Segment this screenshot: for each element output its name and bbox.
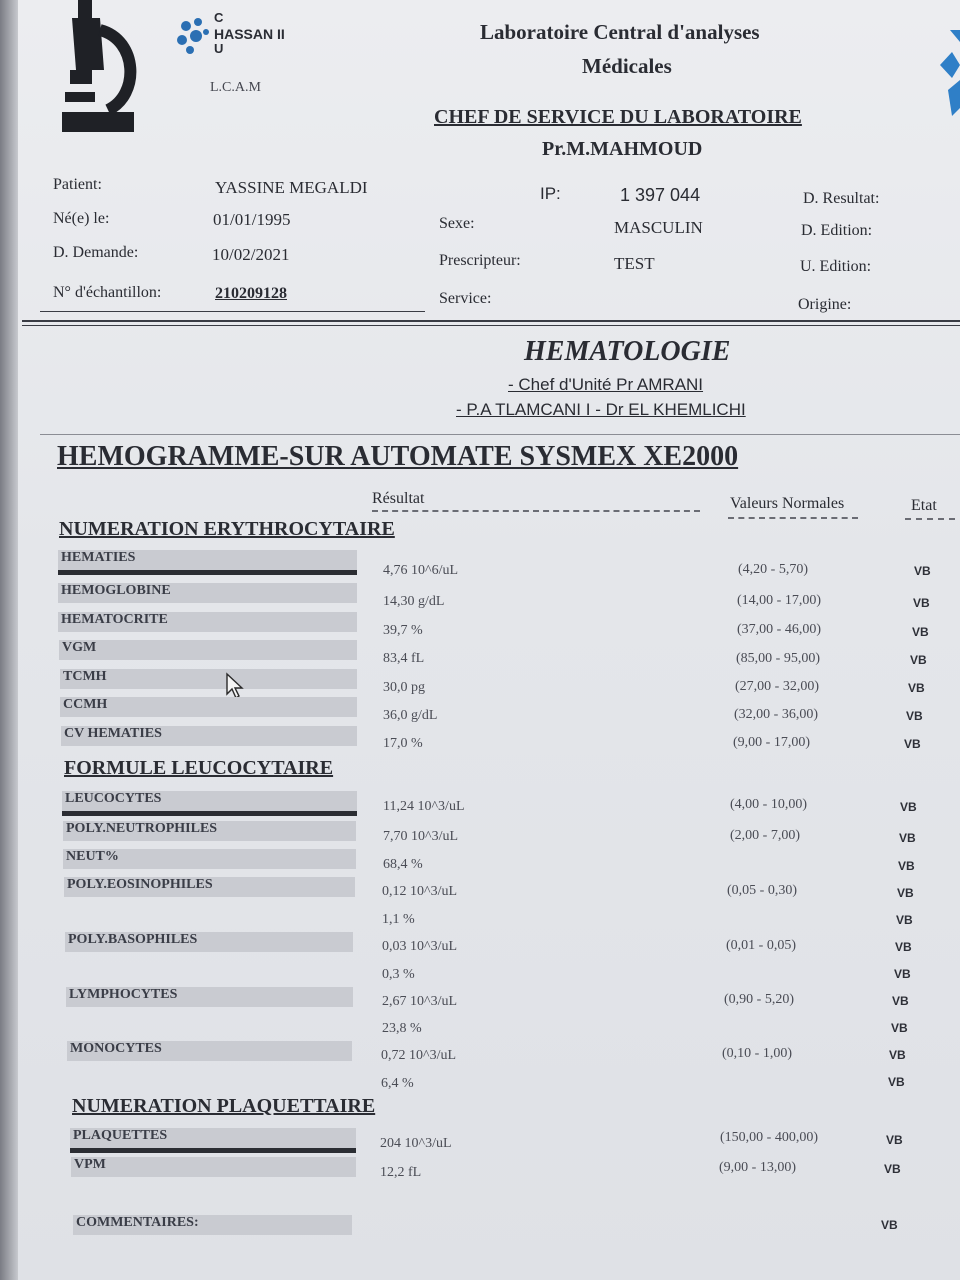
row-value: 11,24 10^3/uL: [383, 799, 465, 814]
microscope-icon: [60, 0, 140, 135]
row-etat: VB: [894, 967, 911, 981]
row-label: CV HEMATIES: [61, 726, 357, 746]
row-etat: VB: [891, 1021, 908, 1035]
department-pa: - P.A TLAMCANI I - Dr EL KHEMLICHI: [456, 400, 746, 419]
row-value: 0,3 %: [382, 967, 415, 982]
born-label: Né(e) le:: [53, 210, 110, 227]
row-normal: (0,90 - 5,20): [724, 992, 794, 1007]
row-value: 30,0 pg: [383, 680, 425, 695]
service-label: Service:: [439, 290, 492, 307]
row-normal: (4,00 - 10,00): [730, 797, 807, 812]
row-value: 68,4 %: [383, 857, 423, 872]
row-etat: VB: [906, 709, 923, 723]
row-etat: VB: [886, 1133, 903, 1147]
row-label: CCMH: [60, 697, 357, 717]
row-value: 17,0 %: [383, 736, 423, 751]
row-normal: (9,00 - 13,00): [719, 1160, 796, 1175]
row-label: LYMPHOCYTES: [66, 987, 353, 1007]
row-normal: (14,00 - 17,00): [737, 593, 821, 608]
screen-bezel: [0, 0, 18, 1280]
logo-c: C: [214, 10, 224, 25]
row-label: HEMOGLOBINE: [58, 583, 357, 603]
commentaires-label: COMMENTAIRES:: [73, 1215, 352, 1235]
chef-name: Pr.M.MAHMOUD: [542, 138, 703, 160]
section-erythro: NUMERATION ERYTHROCYTAIRE: [59, 518, 395, 540]
row-normal: (150,00 - 400,00): [720, 1130, 818, 1145]
col-valeurs: Valeurs Normales: [730, 495, 845, 512]
logo-u: U: [214, 41, 224, 56]
row-etat: VB: [899, 831, 916, 845]
row-normal: (4,20 - 5,70): [738, 562, 808, 577]
row-normal: (32,00 - 36,00): [734, 707, 818, 722]
row-etat: VB: [889, 1048, 906, 1062]
row-label: POLY.NEUTROPHILES: [63, 821, 356, 841]
row-value: 36,0 g/dL: [383, 708, 438, 723]
row-label: HEMATIES: [58, 550, 357, 575]
row-label: TCMH: [60, 669, 357, 689]
ip-value: 1 397 044: [620, 185, 701, 205]
row-label: HEMATOCRITE: [58, 612, 357, 632]
exam-title: HEMOGRAMME-SUR AUTOMATE SYSMEX XE2000: [57, 441, 739, 472]
row-etat: VB: [912, 625, 929, 639]
row-etat: VB: [895, 940, 912, 954]
patient-label: Patient:: [53, 176, 102, 193]
col-resultat-rule: [372, 510, 700, 512]
lab-title-line2: Médicales: [582, 54, 672, 78]
sexe-value: MASCULIN: [614, 218, 703, 237]
row-etat: VB: [908, 681, 925, 695]
row-value: 39,7 %: [383, 623, 423, 638]
d-edition-label: D. Edition:: [801, 222, 873, 239]
row-label: PLAQUETTES: [70, 1128, 356, 1153]
row-value: 83,4 fL: [383, 651, 425, 666]
demande-label: D. Demande:: [53, 244, 139, 261]
mouse-cursor-icon: [225, 672, 245, 700]
row-value: 23,8 %: [382, 1021, 422, 1036]
col-etat: Etat: [911, 497, 937, 514]
row-etat: VB: [904, 737, 921, 751]
row-etat: VB: [914, 564, 931, 578]
patient-value: YASSINE MEGALDI: [215, 178, 368, 197]
sexe-label: Sexe:: [439, 215, 475, 232]
row-label: VPM: [71, 1157, 356, 1177]
col-resultat: Résultat: [372, 490, 425, 507]
row-normal: (0,05 - 0,30): [727, 883, 797, 898]
u-edition-label: U. Edition:: [800, 258, 872, 275]
row-normal: (27,00 - 32,00): [735, 679, 819, 694]
col-etat-rule: [905, 518, 955, 520]
row-normal: (0,10 - 1,00): [722, 1046, 792, 1061]
row-value: 204 10^3/uL: [380, 1136, 452, 1151]
row-normal: (0,01 - 0,05): [726, 938, 796, 953]
row-label: VGM: [59, 640, 357, 660]
demande-value: 10/02/2021: [212, 245, 290, 264]
row-value: 0,03 10^3/uL: [382, 939, 458, 954]
row-etat: VB: [910, 653, 927, 667]
row-label: MONOCYTES: [67, 1041, 352, 1061]
row-etat: VB: [888, 1075, 905, 1089]
header-separator-2: [22, 325, 960, 326]
row-value: 12,2 fL: [380, 1165, 422, 1180]
row-etat: VB: [897, 886, 914, 900]
born-value: 01/01/1995: [213, 210, 291, 229]
chu-logo-icon: [176, 14, 216, 58]
section-leuco: FORMULE LEUCOCYTAIRE: [64, 757, 334, 779]
commentaires-etat: VB: [881, 1218, 898, 1232]
origine-label: Origine:: [798, 296, 852, 313]
edge-logo-icon: [920, 30, 960, 120]
prescripteur-value: TEST: [614, 254, 655, 273]
row-value: 2,67 10^3/uL: [382, 994, 458, 1009]
echantillon-label: N° d'échantillon:: [53, 284, 162, 301]
lcam-text: L.C.A.M: [210, 80, 261, 95]
row-label: NEUT%: [63, 849, 356, 869]
row-normal: (2,00 - 7,00): [730, 828, 800, 843]
row-value: 1,1 %: [382, 912, 415, 927]
d-resultat-label: D. Resultat:: [803, 190, 880, 207]
department-chef: - Chef d'Unité Pr AMRANI: [508, 375, 704, 394]
row-normal: (37,00 - 46,00): [737, 622, 821, 637]
lab-title-line1: Laboratoire Central d'analyses: [480, 20, 760, 44]
row-value: 14,30 g/dL: [383, 594, 445, 609]
col-valeurs-rule: [728, 517, 858, 519]
row-etat: VB: [884, 1162, 901, 1176]
ip-label: IP:: [540, 184, 561, 203]
echantillon-value: 210209128: [215, 285, 287, 302]
echantillon-line: [40, 311, 425, 312]
prescripteur-label: Prescripteur:: [439, 252, 521, 269]
row-etat: VB: [900, 800, 917, 814]
row-label: POLY.EOSINOPHILES: [64, 877, 355, 897]
row-value: 6,4 %: [381, 1076, 414, 1091]
section-plaq: NUMERATION PLAQUETTAIRE: [72, 1095, 376, 1117]
row-etat: VB: [896, 913, 913, 927]
row-label: LEUCOCYTES: [62, 791, 357, 816]
chef-title: CHEF DE SERVICE DU LABORATOIRE: [434, 106, 802, 128]
row-value: 4,76 10^6/uL: [383, 563, 459, 578]
row-etat: VB: [892, 994, 909, 1008]
row-etat: VB: [913, 596, 930, 610]
row-normal: (85,00 - 95,00): [736, 651, 820, 666]
department-name: HEMATOLOGIE: [524, 336, 731, 367]
row-normal: (9,00 - 17,00): [733, 735, 810, 750]
row-value: 0,12 10^3/uL: [382, 884, 458, 899]
row-value: 7,70 10^3/uL: [383, 829, 459, 844]
row-value: 0,72 10^3/uL: [381, 1048, 457, 1063]
row-label: POLY.BASOPHILES: [65, 932, 353, 952]
logo-hassan: HASSAN II: [214, 26, 285, 42]
header-separator: [22, 320, 960, 322]
row-etat: VB: [898, 859, 915, 873]
exam-title-topline: [40, 434, 960, 435]
